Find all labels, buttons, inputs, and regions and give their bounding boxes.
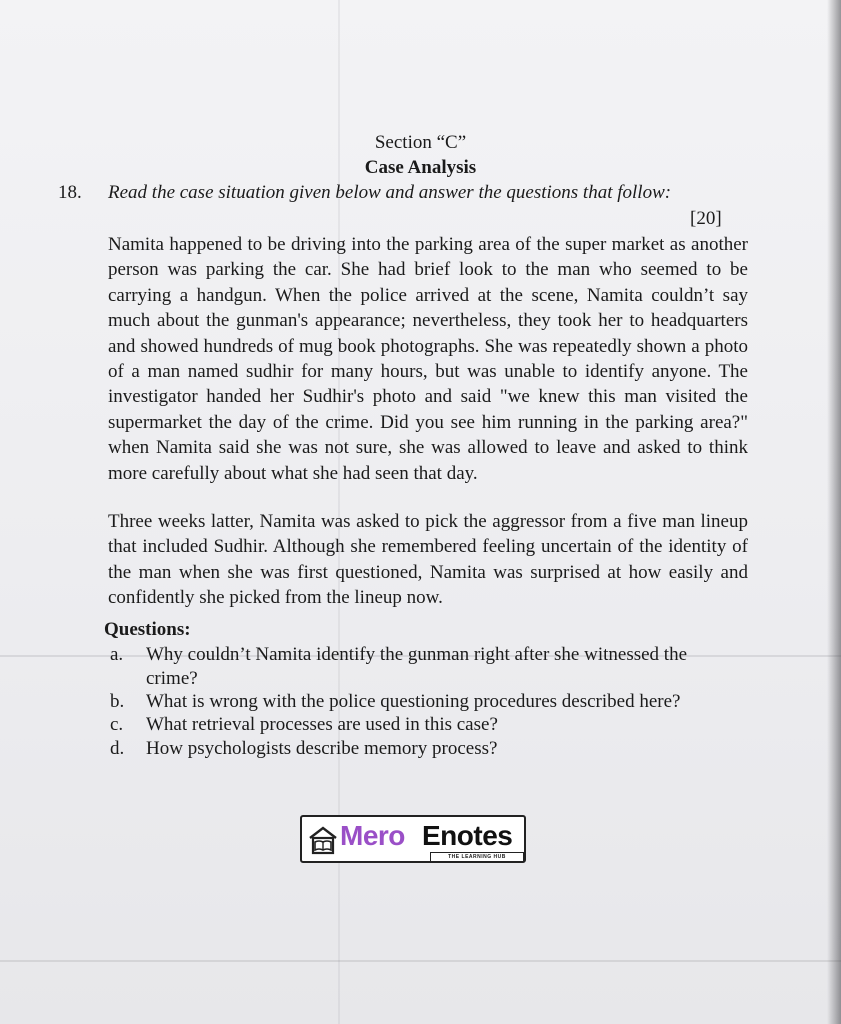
case-analysis-heading: Case Analysis	[364, 157, 477, 178]
fold-line	[0, 960, 841, 962]
question-letter: c.	[110, 714, 124, 735]
case-paragraph-2: Three weeks latter, Namita was asked to pick the aggressor from a five man lineup that included Sudhir. Although she remembered feeling uncertain of the identity of the man when she was first questioned, Namita was surprised at how easily and confidently she picked from the lineup now.	[108, 511, 748, 609]
question-item-d	[110, 738, 497, 760]
section-heading: Section “C”	[374, 132, 467, 153]
logo-text-mero: Mero	[340, 820, 405, 851]
question-item-a	[110, 644, 687, 666]
question-text: Why couldn’t Namita identify the gunman right after she witnessed the	[146, 644, 688, 665]
question-text: How psychologists describe memory process?	[146, 738, 498, 759]
question-text: What retrieval processes are used in this case?	[146, 714, 498, 735]
question-text: What is wrong with the police questioning procedures described here?	[146, 691, 681, 712]
questions-heading: Questions:	[104, 619, 191, 640]
question-item-a-continuation: crime?	[146, 668, 198, 689]
logo-tagline: THE LEARNING HUB	[430, 852, 524, 862]
question-number: 18.	[58, 182, 82, 203]
question-item-b	[110, 691, 680, 713]
question-instruction: Read the case situation given below and answer the questions that follow:	[108, 182, 672, 203]
question-letter: b.	[110, 691, 125, 712]
question-item-c	[110, 714, 498, 736]
book-house-icon	[306, 823, 340, 857]
logo-text-enotes: Enotes	[422, 820, 513, 851]
question-letter: a.	[110, 644, 124, 665]
case-paragraph-1: Namita happened to be driving into the parking area of the super market as another person was parking the car. She had brief look to the man who seemed to be carrying a handgun. When the police arrived at the scene, Namita couldn’t say much about the gunman's appearance; nevertheless, they took her to headquarters and showed hundreds of mug book photographs. She was repeatedly shown a photo of a man named sudhir for many hours, but was unable to identify anyone. The investigator handed her Sudhir's photo and said "we knew this man visited the supermarket the day of the crime. Did you see him running in the parking area?" when Namita said she was not sure, she was allowed to leave and asked to think more carefully about what she had seen that day.	[108, 234, 748, 484]
meroenotes-logo	[300, 815, 526, 863]
question-letter: d.	[110, 738, 125, 759]
question-marks: [20]	[690, 208, 722, 229]
